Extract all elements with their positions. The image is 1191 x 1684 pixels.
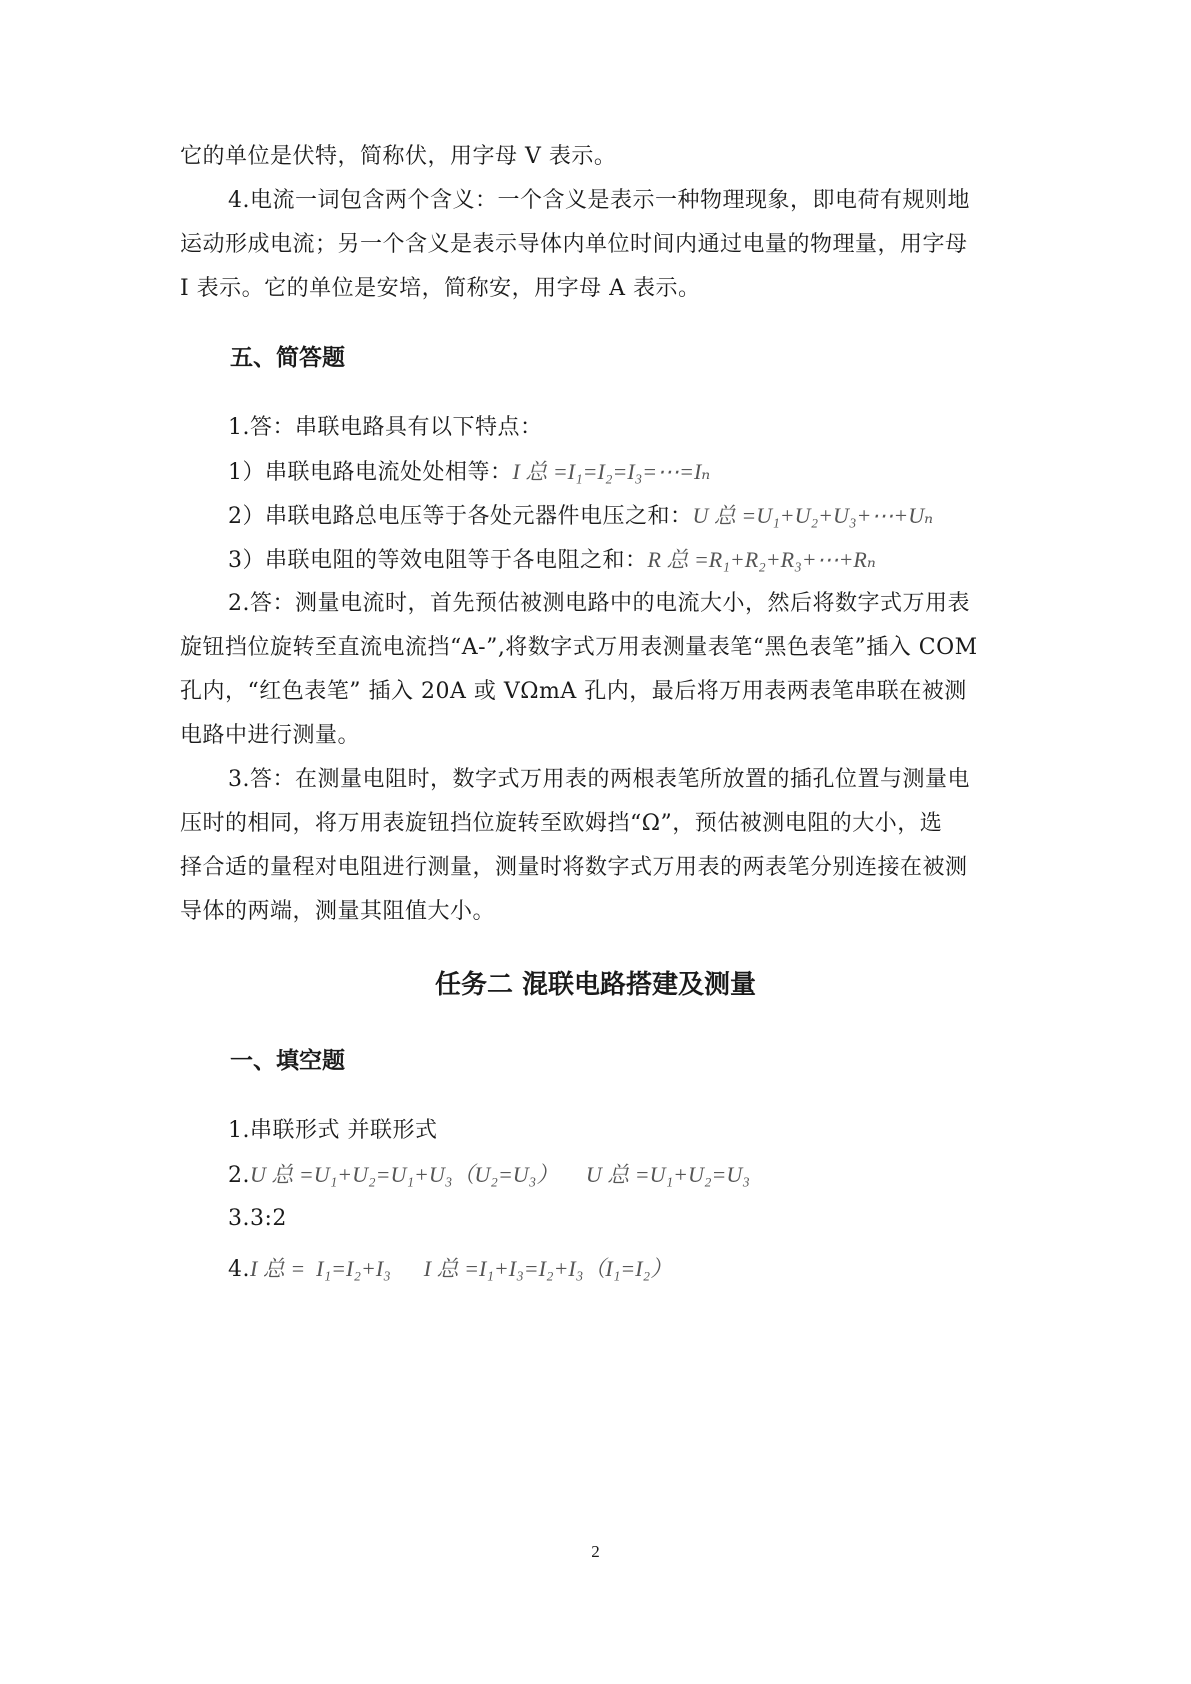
formula-mixed-voltage: U 总 =U₁+U₂=U₁+U₃（U₂=U₃） U 总 =U₁+U₂=U₃: [250, 1162, 750, 1187]
paragraph-current-line-3: I 表示。它的单位是安培，简称安，用字母 A 表示。: [180, 276, 701, 301]
formula-mixed-current: I 总 = I₁=I₂+I₃ I 总 =I₁+I₃=I₂+I₃（I₁=I₂）: [250, 1256, 673, 1281]
formula-series-voltage: U 总 =U₁+U₂+U₃+⋯+Uₙ: [692, 503, 934, 528]
answer-1-item-1-text: 1）串联电路电流处处相等：: [228, 460, 513, 485]
answer-1-item-3: [228, 545, 1068, 576]
answer-2-line-4: 电路中进行测量。: [180, 723, 361, 748]
answer-1-intro: 1.答：串联电路具有以下特点：: [228, 415, 543, 440]
answer-3-line-3: 择合适的量程对电阻进行测量，测量时将数字式万用表的两表笔分别连接在被测: [180, 855, 968, 880]
answer-2-line-1: 2.答：测量电流时，首先预估被测电路中的电流大小，然后将数字式万用表: [228, 591, 970, 616]
page-number: 2: [591, 1542, 600, 1561]
answer-1-item-2-text: 2）串联电路总电压等于各处元器件电压之和：: [228, 504, 693, 529]
fill-answer-2: [228, 1160, 1068, 1191]
answer-1-item-3-text: 3）串联电阻的等效电阻等于各电阻之和：: [228, 548, 648, 573]
section-heading-short-answer: 五、简答题: [230, 345, 345, 371]
answer-1-item-1: [228, 457, 1068, 488]
answer-1-item-2: [228, 501, 1068, 532]
answer-2-line-2: 旋钮挡位旋转至直流电流挡“A-”,将数字式万用表测量表笔“黑色表笔”插入 COM: [180, 635, 978, 660]
fill-answer-3: 3.3:2: [228, 1206, 287, 1231]
formula-series-current: I 总 =I₁=I₂=I₃=⋯=Iₙ: [512, 459, 711, 484]
fill-answer-2-number: 2.: [228, 1163, 250, 1188]
answer-3-line-1: 3.答：在测量电阻时，数字式万用表的两根表笔所放置的插孔位置与测量电: [228, 767, 970, 792]
paragraph-current-line-1: 4.电流一词包含两个含义：一个含义是表示一种物理现象，即电荷有规则地: [228, 188, 970, 213]
answer-3-line-4: 导体的两端，测量其阻值大小。: [180, 899, 496, 924]
fill-answer-4: [228, 1254, 1068, 1285]
section-heading-fill-in: 一、填空题: [230, 1048, 345, 1074]
task-2-title: 任务二 混联电路搭建及测量: [434, 970, 757, 1000]
paragraph-voltage-unit: 它的单位是伏特，简称伏，用字母 V 表示。: [180, 144, 617, 169]
formula-series-resistance: R 总 =R₁+R₂+R₃+⋯+Rₙ: [647, 547, 876, 572]
fill-answer-1: 1.串联形式 并联形式: [228, 1118, 438, 1143]
fill-answer-4-number: 4.: [228, 1257, 250, 1282]
paragraph-current-line-2: 运动形成电流；另一个含义是表示导体内单位时间内通过电量的物理量，用字母: [180, 232, 968, 257]
answer-3-line-2: 压时的相同，将万用表旋钮挡位旋转至欧姆挡“Ω”，预估被测电阻的大小，选: [180, 811, 943, 836]
answer-2-line-3: 孔内，“红色表笔” 插入 20A 或 VΩmA 孔内，最后将万用表两表笔串联在被测: [180, 679, 967, 704]
